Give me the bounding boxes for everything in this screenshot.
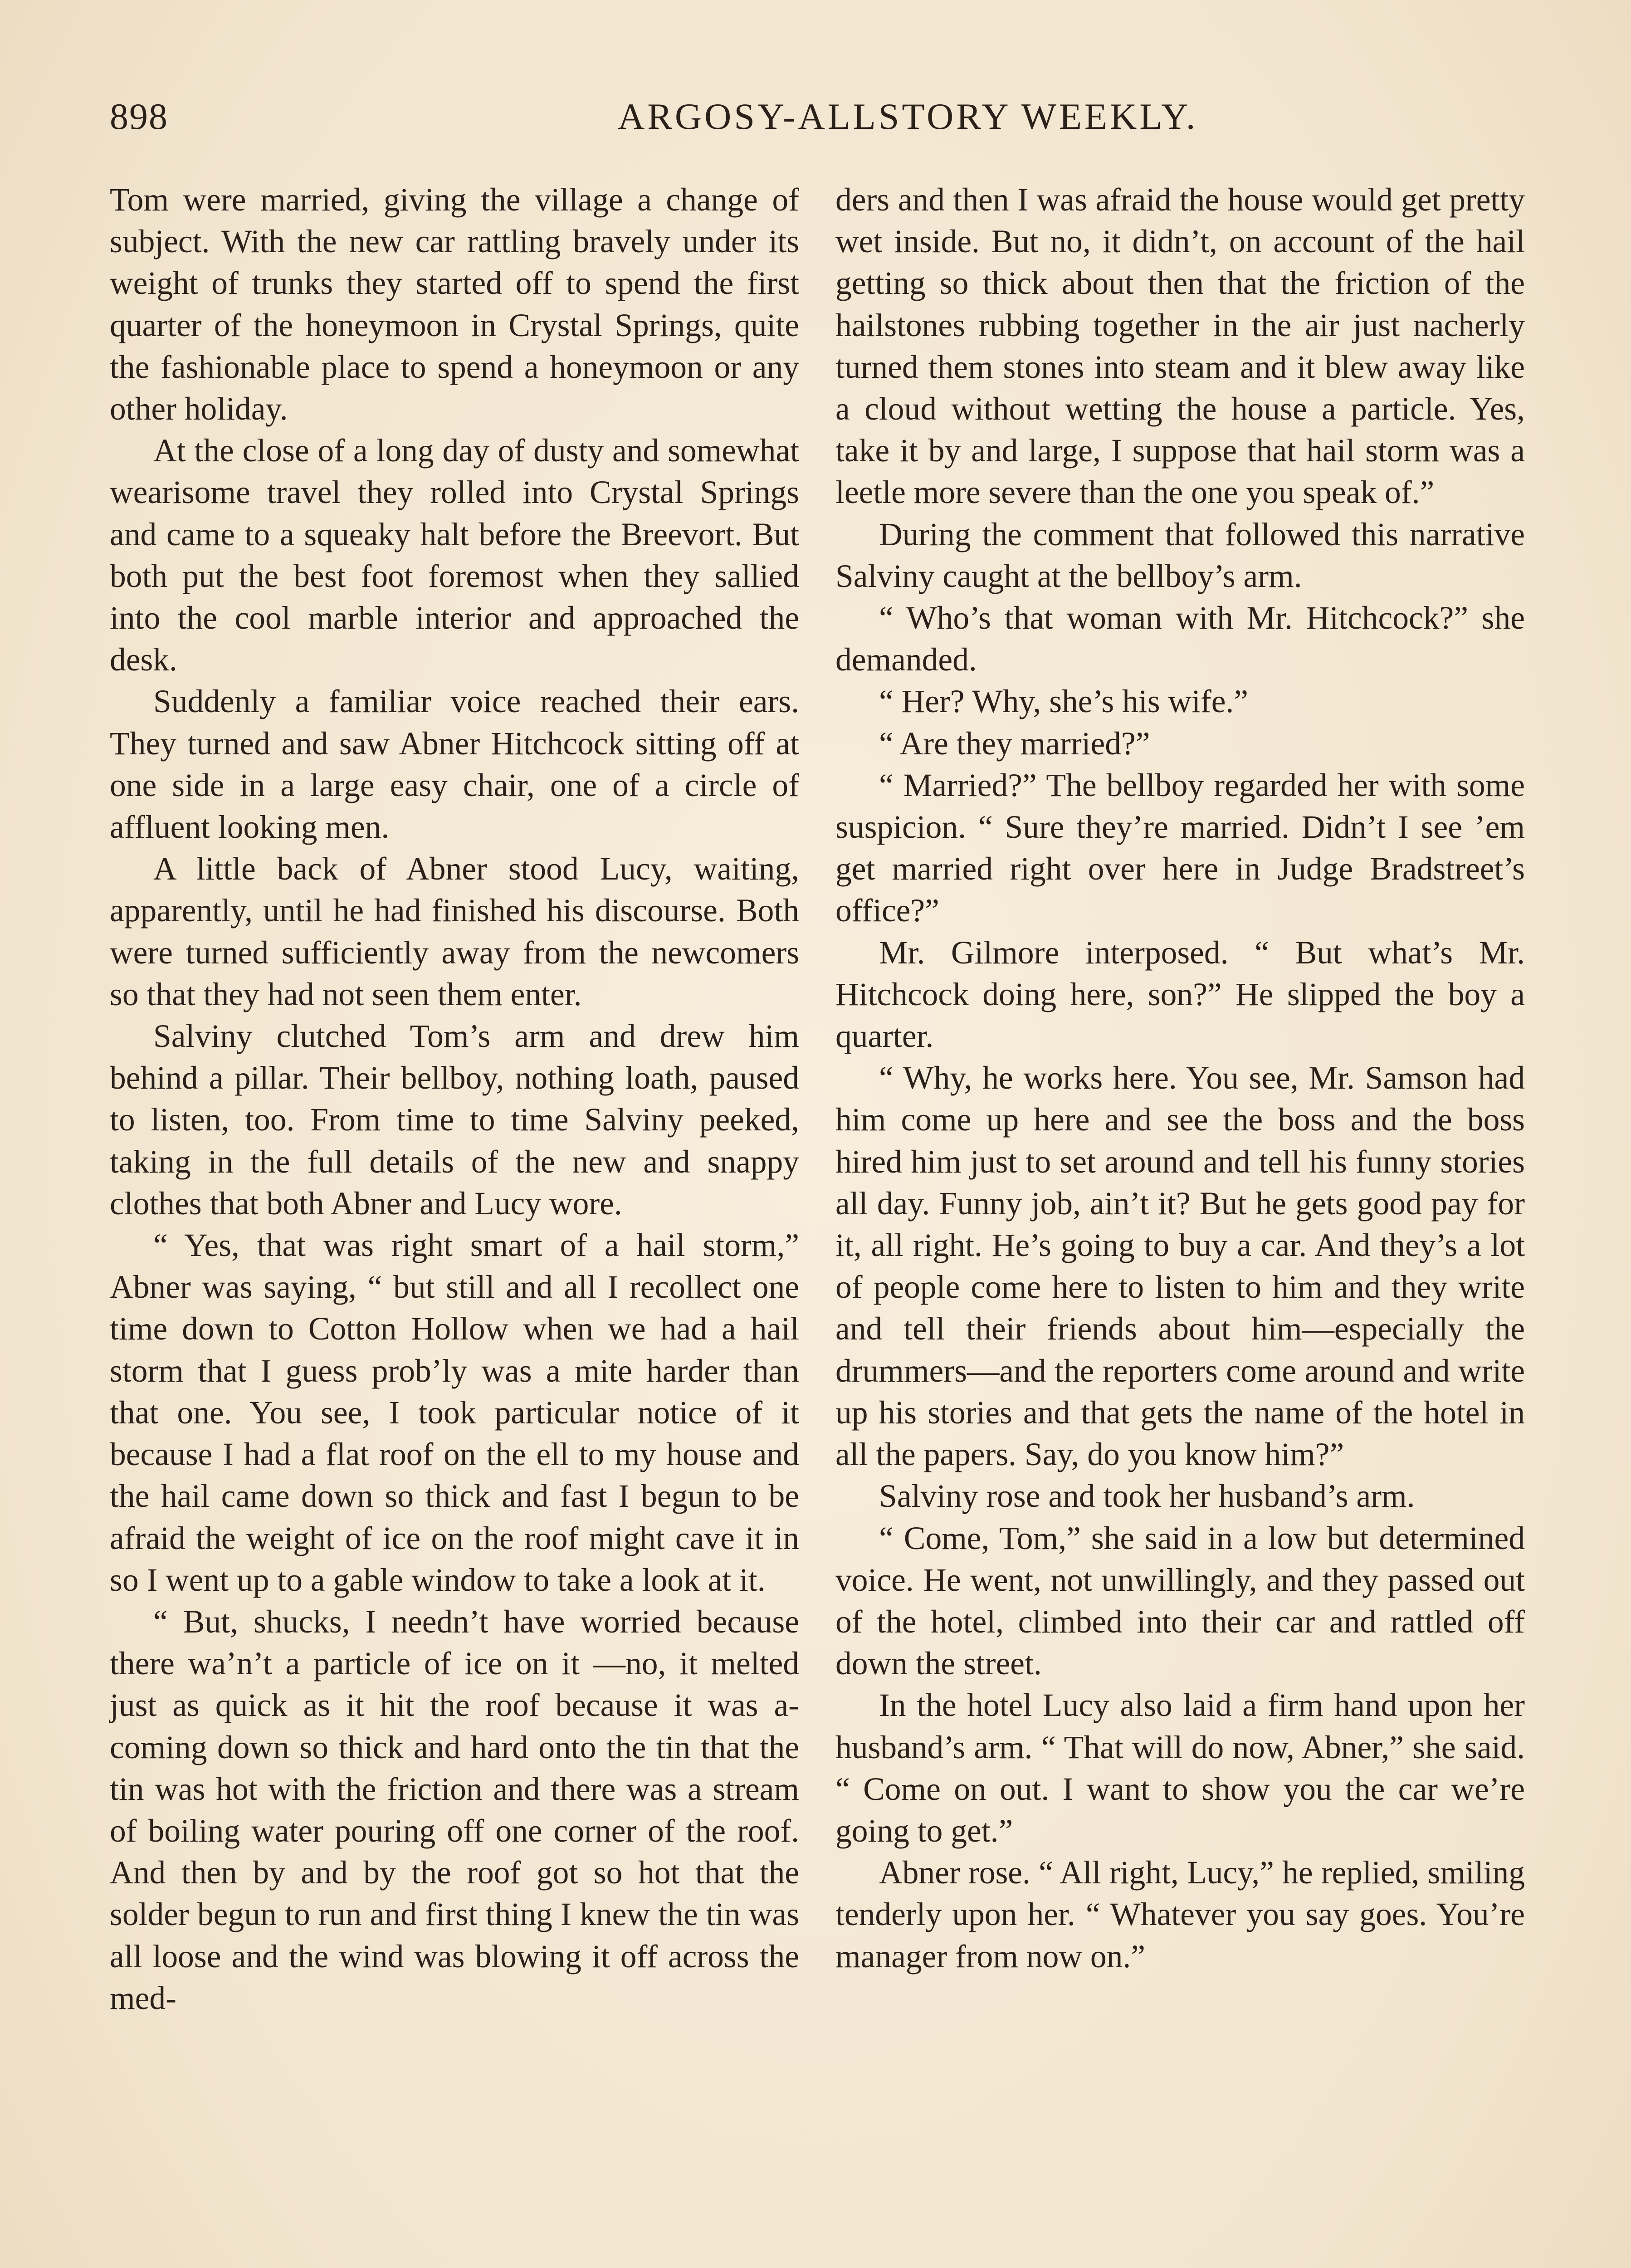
- paragraph: Abner rose. “ All right, Lucy,” he replied, smiling tenderly upon her. “ Whatever you say goes. You’re manager from now on.”: [835, 1855, 1525, 1975]
- paragraph: “ But, shucks, I needn’t have worried because there wa’n’t a particle of ice on it —no, it melted just as quick as it hit the roof because it was a-coming down so thick and hard onto the tin that the tin was hot with the friction and there was a stream of boiling water pouring off one corner of the roof. And then by and by the roof got so hot that the solder begun to run and first thing I knew the tin was all loose and the wind was blowing it off across the med-: [110, 1603, 799, 2016]
- paragraph: “ Why, he works here. You see, Mr. Samson had him come up here and see the boss and the boss hired him just to set around and tell his funny stories all day. Funny job, ain’t it? But he gets good pay for it, all right. He’s going to buy a car. And they’s a lot of people come here to listen to him and they write and tell their friends about him—especially the drummers—and the reporters come around and write up his stories and that gets the name of the hotel in all the papers. Say, do you know him?”: [835, 1060, 1525, 1473]
- left-column: [110, 179, 799, 2019]
- paragraph: “ Who’s that woman with Mr. Hitchcock?” she demanded.: [835, 600, 1525, 678]
- paragraph: Suddenly a familiar voice reached their ears. They turned and saw Abner Hitchcock sitting off at one side in a large easy chair, one of a circle of affluent looking men.: [110, 684, 799, 846]
- paragraph: In the hotel Lucy also laid a firm hand upon her husband’s arm. “ That will do now, Abner,” she said. “ Come on out. I want to show you the car we’re going to get.”: [835, 1687, 1525, 1849]
- paragraph: “ Come, Tom,” she said in a low but determined voice. He went, not unwillingly, and they passed out of the hotel, climbed into their car and rattled off down the street.: [835, 1520, 1525, 1682]
- paragraph: Mr. Gilmore interposed. “ But what’s Mr. Hitchcock doing here, son?” He slipped the boy a quarter.: [835, 934, 1525, 1055]
- paragraph: A little back of Abner stood Lucy, waiting, apparently, until he had finished his discourse. Both were turned sufficiently away from the newcomers so that they had not seen them enter.: [110, 851, 799, 1012]
- page-number: 898: [110, 96, 168, 137]
- paragraph: “ Her? Why, she’s his wife.”: [879, 684, 1249, 720]
- right-column: [835, 179, 1525, 1978]
- running-head: ARGOSY-ALLSTORY WEEKLY.: [618, 96, 1198, 137]
- paragraph: At the close of a long day of dusty and somewhat wearisome travel they rolled into Crystal Springs and came to a squeaky halt before the Breevort. But both put the best foot foremost when they sallied into the cool marble interior and approached the desk.: [110, 433, 799, 678]
- paragraph: “ Are they married?”: [879, 725, 1150, 762]
- paragraph: ders and then I was afraid the house would get pretty wet inside. But no, it didn’t, on account of the hail getting so thick about then that the friction of the hailstones rubbing together in the air just nacherly turned them stones into steam and it blew away like a cloud without wetting the house a particle. Yes, take it by and large, I suppose that hail storm was a leetle more severe than the one you speak of.”: [835, 182, 1525, 511]
- page-header: [110, 95, 1529, 145]
- paragraph: “ Married?” The bellboy regarded her with some suspicion. “ Sure they’re married. Didn’t I see ’em get married right over here in Judge Bradstreet’s office?”: [835, 767, 1525, 929]
- paragraph: Salviny clutched Tom’s arm and drew him behind a pillar. Their bellboy, nothing loath, paused to listen, too. From time to time Salviny peeked, taking in the full details of the new and snappy clothes that both Abner and Lucy wore.: [110, 1018, 799, 1222]
- paragraph: Tom were married, giving the village a change of subject. With the new car rattling bravely under its weight of trunks they started off to spend the first quarter of the honeymoon in Crystal Springs, quite the fashionable place to spend a honeymoon or any other holiday.: [110, 182, 799, 427]
- paragraph: “ Yes, that was right smart of a hail storm,” Abner was saying, “ but still and all I recollect one time down to Cotton Hollow when we had a hail storm that I guess prob’ly was a mite harder than that one. You see, I took particular notice of it because I had a flat roof on the ell to my house and the hail came down so thick and fast I begun to be afraid the weight of ice on the roof might cave it in so I went up to a gable window to take a look at it.: [110, 1227, 799, 1598]
- paragraph: Salviny rose and took her husband’s arm.: [879, 1478, 1415, 1515]
- paragraph: During the comment that followed this narrative Salviny caught at the bellboy’s arm.: [835, 516, 1525, 594]
